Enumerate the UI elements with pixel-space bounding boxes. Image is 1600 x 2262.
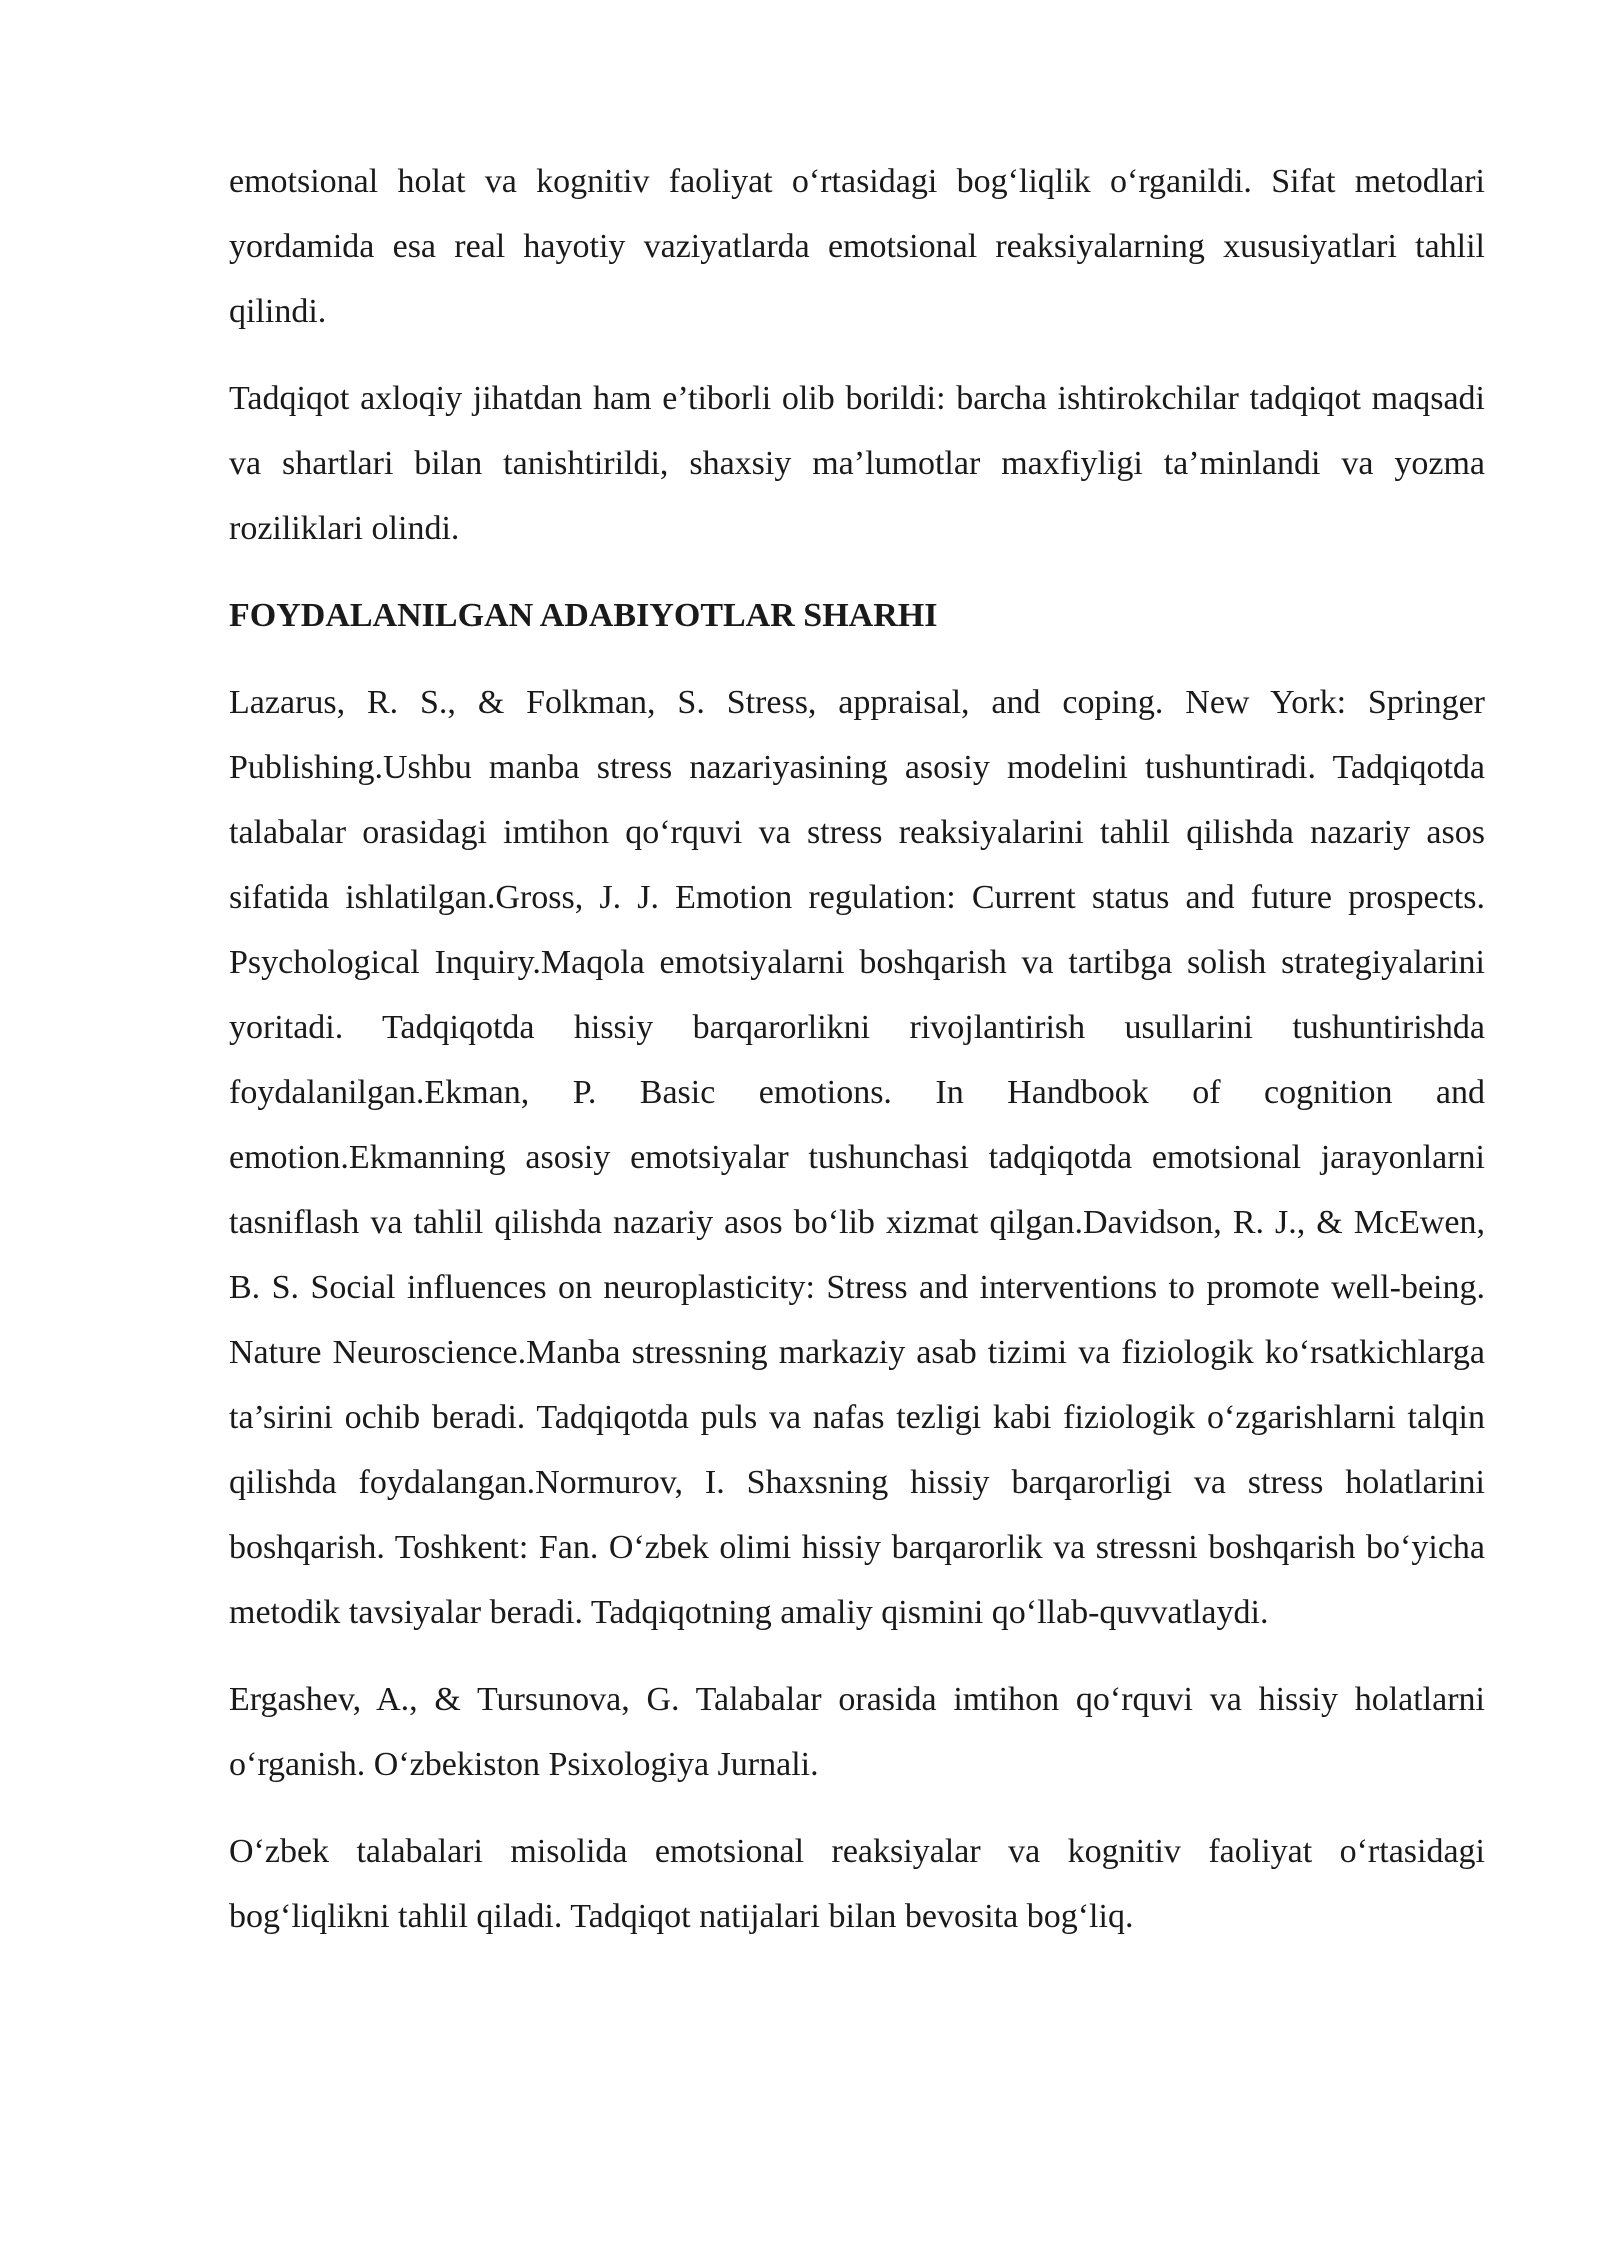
reference-paragraph: Ergashev, A., & Tursunova, G. Talabalar orasida imtihon qo‘rquvi va hissiy holatlarni o‘rganish. O‘zbekiston Psixologiya Jurnali.	[229, 1681, 1485, 1783]
reference-paragraph: Lazarus, R. S., & Folkman, S. Stress, appraisal, and coping. New York: Springer Publishing.Ushbu manba stress nazariyasining asosiy modelini tushuntiradi. Tadqiqotda talabalar orasidagi imtihon qo‘rquvi va stress reaksiyalarini tahlil qilishda nazariy asos sifatida ishlatilgan.Gross, J. J. Emotion regulation: Current status and future prospects. Psychological Inquiry.Maqola emotsiyalarni boshqarish va tartibga solish strategiyalarini yoritadi. Tadqiqotda hissiy barqarorlikni rivojlantirish usullarini tushuntirishda foydalanilgan.Ekman, P. Basic emotions. In Handbook of cognition and emotion.Ekmanning asosiy emotsiyalar tushunchasi tadqiqotda emotsional jarayonlarni tasniflash va tahlil qilishda nazariy asos bo‘lib xizmat qilgan.Davidson, R. J., & McEwen, B. S. Social influences on neuroplasticity: Stress and interventions to promote well-being. Nature Neuroscience.Manba stressning markaziy asab tizimi va fiziologik ko‘rsatkichlarga ta’sirini ochib beradi. Tadqiqotda puls va nafas tezligi kabi fiziologik o‘zgarishlarni talqin qilishda foydalangan.Normurov, I. Shaxsning hissiy barqarorligi va stress holatlarini boshqarish. Toshkent: Fan. O‘zbek olimi hissiy barqarorlik va stressni boshqarish bo‘yicha metodik tavsiyalar beradi. Tadqiqotning amaliy qismini qo‘llab-quvvatlaydi.	[229, 684, 1485, 1631]
page-content	[229, 149, 1485, 1971]
paragraph-ethics: Tadqiqot axloqiy jihatdan ham e’tiborli olib borildi: barcha ishtirokchilar tadqiqot maqsadi va shartlari bilan tanishtirildi, shaxsiy ma’lumotlar maxfiyligi ta’minlandi va yozma roziliklari olindi.	[229, 380, 1485, 547]
reference-paragraph: O‘zbek talabalari misolida emotsional reaksiyalar va kognitiv faoliyat o‘rtasidagi bog‘liqlikni tahlil qiladi. Tadqiqot natijalari bilan bevosita bog‘liq.	[229, 1833, 1485, 1935]
section-heading: FOYDALANILGAN ADABIYOTLAR SHARHI	[229, 597, 938, 634]
paragraph-methods: emotsional holat va kognitiv faoliyat o‘rtasidagi bog‘liqlik o‘rganildi. Sifat metodlari yordamida esa real hayotiy vaziyatlarda emotsional reaksiyalarning xususiyatlari tahlil qilindi.	[229, 163, 1485, 330]
